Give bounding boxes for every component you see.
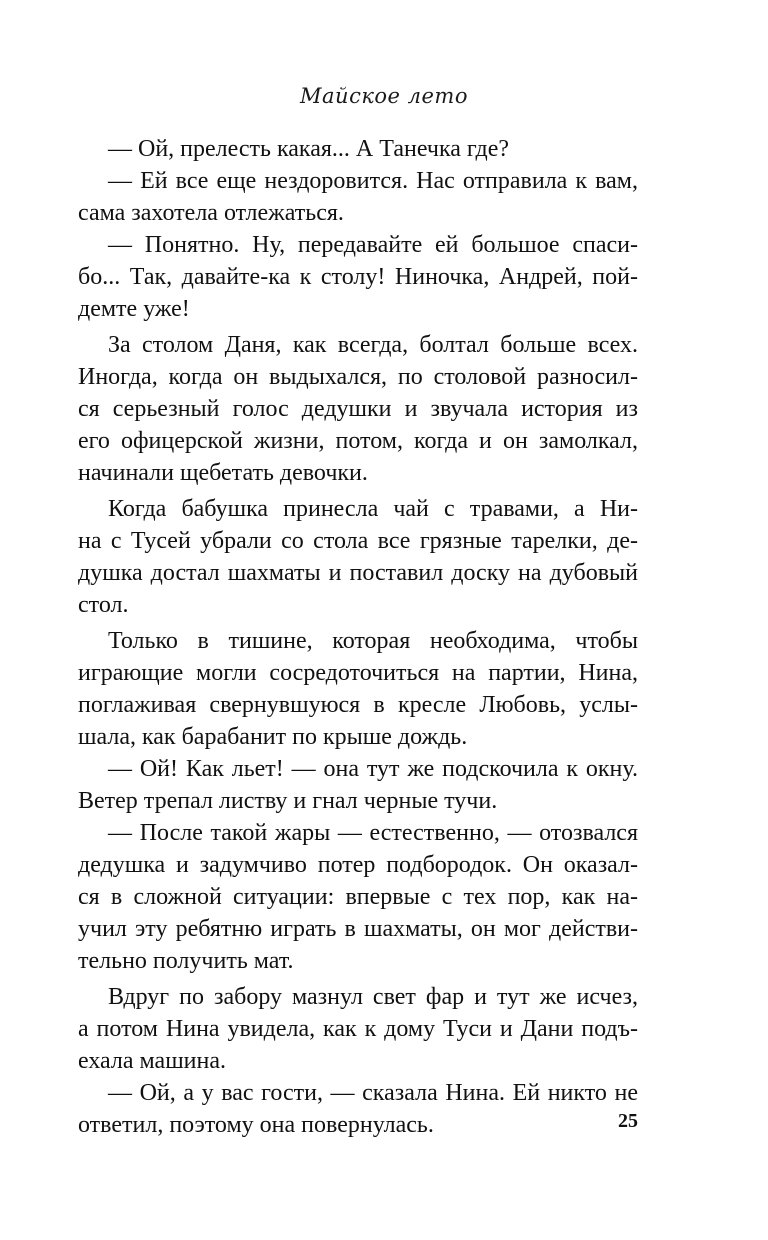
text-line: играющие могли сосредоточиться на партии, Нина,: [78, 660, 638, 686]
text-line: тельно получить мат.: [78, 948, 294, 974]
text-line: демте уже!: [78, 296, 190, 322]
text-line: ся серьезный голос дедушки и звучала история из: [78, 396, 638, 422]
text-line: на с Тусей убрали со стола все грязные тарелки, де-: [78, 528, 638, 554]
text-line: его офицерской жизни, потом, когда и он замолкал,: [78, 428, 638, 454]
text-line: За столом Даня, как всегда, болтал больше всех.: [108, 332, 638, 358]
paragraph: [78, 1077, 638, 1141]
text-line: — Ой! Как льет! — она тут же подскочила к окну.: [108, 756, 638, 782]
text-line: а потом Нина увидела, как к дому Туси и Дани подъ-: [78, 1016, 638, 1042]
paragraph: [78, 133, 638, 165]
text-line: дедушка и задумчиво потер подбородок. Он оказал-: [78, 852, 638, 878]
text-line: начинали щебетать девочки.: [78, 460, 368, 486]
running-title: Майское лето: [300, 84, 468, 108]
text-line: Только в тишине, которая необходима, чтобы: [108, 628, 638, 654]
text-line: — Ой, прелесть какая... А Танечка где?: [108, 136, 510, 162]
page-number: 25: [618, 1110, 638, 1132]
paragraph: [78, 165, 638, 229]
text-line: — После такой жары — естественно, — отозвался: [108, 820, 638, 846]
paragraph: [78, 493, 638, 621]
text-line: стол.: [78, 592, 129, 618]
text-line: шала, как барабанит по крыше дождь.: [78, 724, 468, 750]
text-line: — Ей все еще нездоровится. Нас отправила к вам,: [108, 168, 638, 194]
text-line: — Понятно. Ну, передавайте ей большое спаси-: [108, 232, 638, 258]
text-line: Вдруг по забору мазнул свет фар и тут же исчез,: [108, 984, 638, 1010]
text-line: душка достал шахматы и поставил доску на дубовый: [78, 560, 638, 586]
paragraph: [78, 229, 638, 325]
text-line: Ветер трепал листву и гнал черные тучи.: [78, 788, 498, 814]
text-line: ехала машина.: [78, 1048, 227, 1074]
text-line: ответил, поэтому она повернулась.: [78, 1112, 434, 1138]
paragraph: [78, 329, 638, 489]
paragraph: [78, 817, 638, 977]
text-line: Иногда, когда он выдыхался, по столовой разносил-: [78, 364, 638, 390]
text-line: Когда бабушка принесла чай с травами, а Ни-: [108, 496, 638, 522]
text-line: ся в сложной ситуации: впервые с тех пор, как на-: [78, 884, 638, 910]
paragraph: [78, 753, 638, 817]
text-line: сама захотела отлежаться.: [78, 200, 344, 226]
text-line: бо... Так, давайте-ка к столу! Ниночка, Андрей, пой-: [78, 264, 638, 290]
text-line: учил эту ребятню играть в шахматы, он мог действи-: [78, 916, 638, 942]
paragraph: [78, 981, 638, 1077]
body-text: [78, 133, 638, 1141]
paragraph: [78, 625, 638, 753]
text-line: — Ой, а у вас гости, — сказала Нина. Ей никто не: [108, 1080, 638, 1106]
text-line: поглаживая свернувшуюся в кресле Любовь, услы-: [78, 692, 638, 718]
